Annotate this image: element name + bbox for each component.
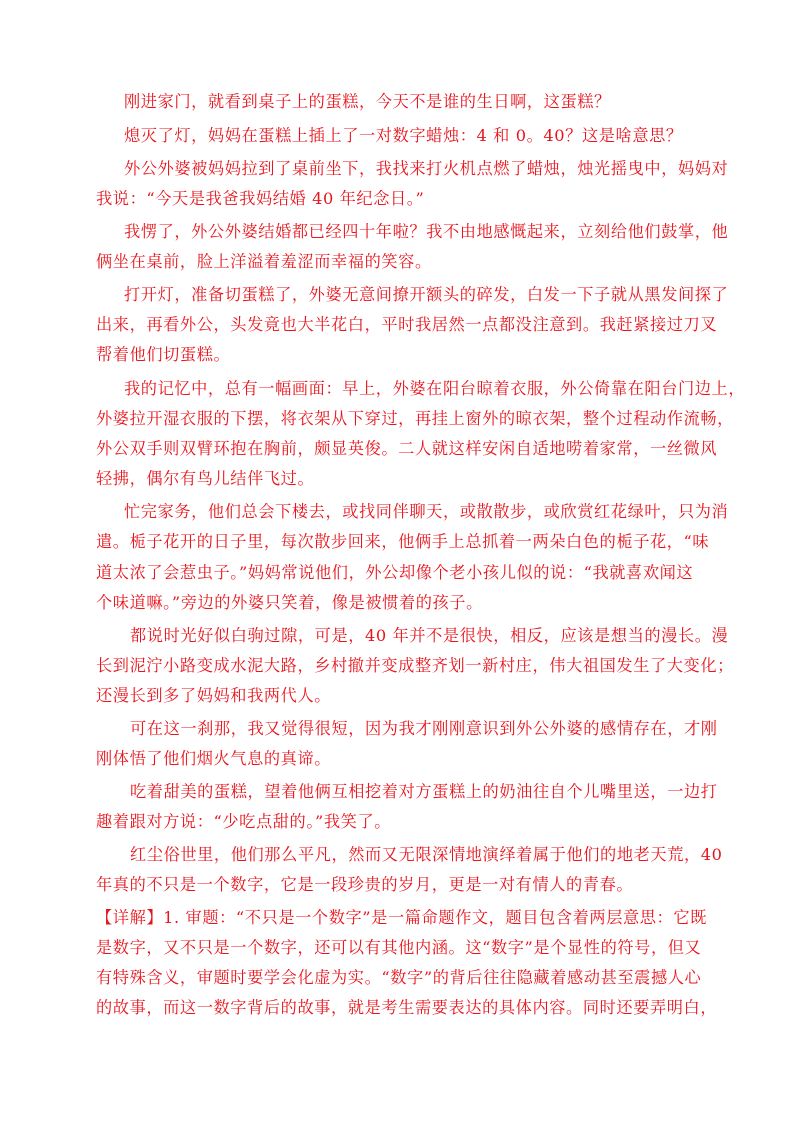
- analysis-line: 是数字，又不只是一个数字，还可以有其他内涵。这“数字”是个显性的符号，但又: [96, 938, 702, 957]
- essay-line: 出来，再看外公，头发竟也大半花白，平时我居然一点都没注意到。我赶紧接过刀叉: [96, 315, 718, 334]
- essay-line: 外婆拉开湿衣服的下摆，将衣架从下穿过，再挂上窗外的晾衣架，整个过程动作流畅，: [96, 409, 734, 428]
- analysis-line: 的故事，而这一数字背后的故事，就是考生需要表达的具体内容。同时还要弄明白，: [96, 998, 718, 1017]
- essay-line: 可在这一刹那，我又觉得很短，因为我才刚刚意识到外公外婆的感情存在，才刚: [130, 719, 718, 738]
- essay-line: 帮着他们切蛋糕。: [96, 345, 231, 364]
- essay-line: 遣。栀子花开的日子里，每次散步回来，他俩手上总抓着一两朵白色的栀子花，“味: [96, 532, 710, 551]
- essay-line: 轻拂，偶尔有鸟儿结伴飞过。: [96, 469, 315, 488]
- essay-line: 我说：“今天是我爸我妈结婚 40 年纪念日。”: [96, 189, 425, 208]
- essay-line: 外公外婆被妈妈拉到了桌前坐下，我找来打火机点燃了蜡烛，烛光摇曳中，妈妈对: [124, 159, 729, 178]
- essay-line: 道太浓了会惹虫子。”妈妈常说他们，外公却像个老小孩儿似的说：“我就喜欢闻这: [96, 563, 694, 582]
- essay-line: 外公双手则双臂环抱在胸前，颇显英俊。二人就这样安闲自适地唠着家常，一丝微风: [96, 439, 718, 458]
- essay-line: 我的记忆中，总有一幅画面：早上，外婆在阳台晾着衣服，外公倚靠在阳台门边上，: [124, 379, 746, 398]
- essay-line: 俩坐在桌前，脸上洋溢着羞涩而幸福的笑容。: [96, 252, 432, 271]
- essay-line: 趣着跟对方说：“少吃点甜的。”我笑了。: [96, 812, 392, 831]
- analysis-line: 有特殊含义，审题时要学会化虚为实。“数字”的背后往往隐藏着感动甚至震撼人心: [96, 968, 702, 987]
- essay-line: 忙完家务，他们总会下楼去，或找同伴聊天，或散散步，或欣赏红花绿叶，只为消: [124, 502, 729, 521]
- essay-line: 个味道嘛。”旁边的外婆只笑着，像是被惯着的孩子。: [96, 593, 483, 612]
- essay-line: 熄灭了灯，妈妈在蛋糕上插上了一对数字蜡烛：4 和 0。40？这是啥意思？: [124, 126, 683, 145]
- essay-line: 刚体悟了他们烟火气息的真谛。: [96, 749, 332, 768]
- essay-line: 打开灯，准备切蛋糕了，外婆无意间撩开额头的碎发，白发一下子就从黑发间探了: [124, 285, 729, 304]
- analysis-tag: 【详解】: [96, 908, 164, 927]
- essay-line: 都说时光好似白驹过隙，可是，40 年并不是很快，相反，应该是想当的漫长。漫: [130, 626, 729, 645]
- analysis-text: 1. 审题：“不只是一个数字”是一篇命题作文，题目包含着两层意思：它既: [163, 908, 707, 927]
- analysis-line: [96, 908, 707, 928]
- essay-line: 吃着甜美的蛋糕，望着他俩互相挖着对方蛋糕上的奶油往自个儿嘴里送，一边打: [130, 782, 718, 801]
- essay-line: 还漫长到多了妈妈和我两代人。: [96, 686, 332, 705]
- essay-line: 年真的不只是一个数字，它是一段珍贵的岁月，更是一对有情人的青春。: [96, 875, 634, 894]
- essay-line: 红尘俗世里，他们那么平凡，然而又无限深情地演绎着属于他们的地老天荒，40: [130, 845, 723, 864]
- essay-line: 长到泥泞小路变成水泥大路，乡村撤并变成整齐划一新村庄，伟大祖国发生了大变化；: [96, 656, 734, 675]
- essay-line: 刚进家门，就看到桌子上的蛋糕，今天不是谁的生日啊，这蛋糕？: [124, 92, 611, 111]
- essay-line: 我愣了，外公外婆结婚都已经四十年啦？我不由地感慨起来，立刻给他们鼓掌，他: [124, 222, 729, 241]
